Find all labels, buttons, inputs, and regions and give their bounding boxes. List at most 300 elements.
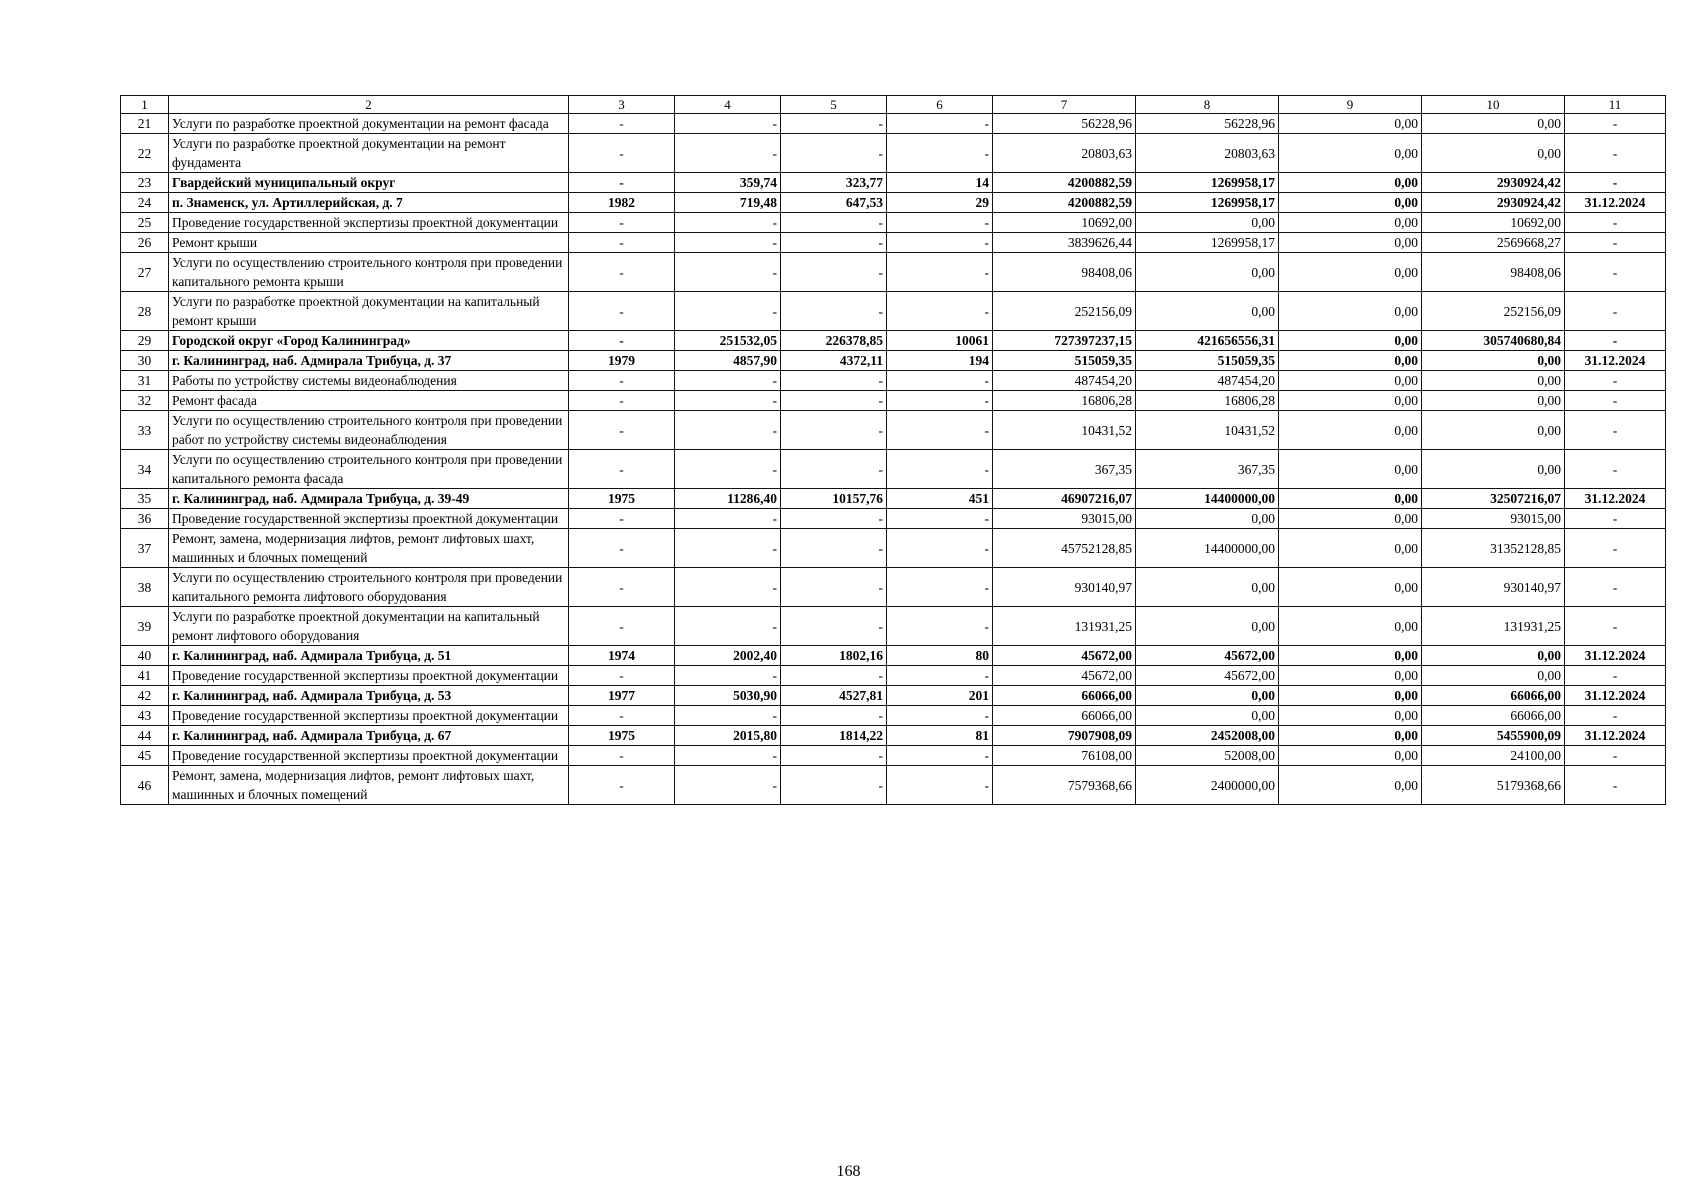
area-living-cell: 4527,81 [781,686,887,706]
row-number: 34 [121,450,169,489]
residents-cell: - [887,706,993,726]
cost-owners-cell: 2930924,42 [1422,173,1565,193]
cost-total-cell: 45672,00 [993,666,1136,686]
area-total-cell: - [675,292,781,331]
cost-fund-cell: 515059,35 [1136,351,1279,371]
area-living-cell: 226378,85 [781,331,887,351]
area-total-cell: - [675,253,781,292]
row-number: 37 [121,529,169,568]
area-total-cell: - [675,213,781,233]
deadline-cell: - [1565,331,1666,351]
deadline-cell: - [1565,213,1666,233]
table-row [121,371,1666,391]
deadline-cell: - [1565,114,1666,134]
cost-total-cell: 7907908,09 [993,726,1136,746]
year-cell: - [569,292,675,331]
cost-budget-cell: 0,00 [1279,489,1422,509]
cost-fund-cell: 0,00 [1136,568,1279,607]
row-number: 30 [121,351,169,371]
residents-cell: - [887,766,993,805]
year-cell: 1975 [569,726,675,746]
column-header: 6 [887,96,993,114]
cost-budget-cell: 0,00 [1279,726,1422,746]
year-cell: 1975 [569,489,675,509]
cost-total-cell: 98408,06 [993,253,1136,292]
cost-fund-cell: 0,00 [1136,213,1279,233]
cost-fund-cell: 0,00 [1136,607,1279,646]
area-living-cell: - [781,134,887,173]
cost-fund-cell: 45672,00 [1136,646,1279,666]
row-number: 27 [121,253,169,292]
cost-budget-cell: 0,00 [1279,193,1422,213]
row-number: 21 [121,114,169,134]
cost-fund-cell: 20803,63 [1136,134,1279,173]
cost-owners-cell: 5455900,09 [1422,726,1565,746]
item-name: г. Калининград, наб. Адмирала Трибуца, д. 51 [169,646,569,666]
deadline-cell: - [1565,411,1666,450]
cost-owners-cell: 0,00 [1422,351,1565,371]
cost-budget-cell: 0,00 [1279,213,1422,233]
deadline-cell: - [1565,706,1666,726]
cost-budget-cell: 0,00 [1279,646,1422,666]
repair-program-table [120,95,1666,805]
cost-budget-cell: 0,00 [1279,233,1422,253]
cost-total-cell: 66066,00 [993,706,1136,726]
item-name: г. Калининград, наб. Адмирала Трибуца, д. 53 [169,686,569,706]
cost-total-cell: 7579368,66 [993,766,1136,805]
area-living-cell: - [781,391,887,411]
deadline-cell: - [1565,746,1666,766]
cost-owners-cell: 31352128,85 [1422,529,1565,568]
table-row [121,114,1666,134]
cost-total-cell: 930140,97 [993,568,1136,607]
cost-owners-cell: 252156,09 [1422,292,1565,331]
item-name: г. Калининград, наб. Адмирала Трибуца, д. 67 [169,726,569,746]
area-living-cell: - [781,529,887,568]
area-total-cell: 4857,90 [675,351,781,371]
table-row [121,746,1666,766]
cost-total-cell: 3839626,44 [993,233,1136,253]
area-living-cell: - [781,411,887,450]
cost-fund-cell: 16806,28 [1136,391,1279,411]
cost-fund-cell: 1269958,17 [1136,233,1279,253]
table-row [121,568,1666,607]
cost-budget-cell: 0,00 [1279,114,1422,134]
residents-cell: 10061 [887,331,993,351]
table-row [121,489,1666,509]
item-name: Услуги по разработке проектной документации на капитальный ремонт лифтового оборудования [169,607,569,646]
cost-total-cell: 4200882,59 [993,173,1136,193]
column-header: 11 [1565,96,1666,114]
table-row [121,173,1666,193]
table-row [121,213,1666,233]
cost-fund-cell: 0,00 [1136,253,1279,292]
cost-owners-cell: 2930924,42 [1422,193,1565,213]
cost-total-cell: 46907216,07 [993,489,1136,509]
area-total-cell: 2002,40 [675,646,781,666]
cost-budget-cell: 0,00 [1279,331,1422,351]
deadline-cell: 31.12.2024 [1565,351,1666,371]
year-cell: - [569,233,675,253]
residents-cell: 29 [887,193,993,213]
table-row [121,529,1666,568]
area-total-cell: 359,74 [675,173,781,193]
row-number: 46 [121,766,169,805]
area-total-cell: - [675,114,781,134]
cost-owners-cell: 930140,97 [1422,568,1565,607]
area-total-cell: - [675,766,781,805]
area-living-cell: 647,53 [781,193,887,213]
table-row [121,134,1666,173]
area-total-cell: - [675,371,781,391]
column-header: 4 [675,96,781,114]
year-cell: - [569,173,675,193]
deadline-cell: 31.12.2024 [1565,489,1666,509]
item-name: Услуги по разработке проектной документации на ремонт фасада [169,114,569,134]
year-cell: - [569,411,675,450]
cost-total-cell: 4200882,59 [993,193,1136,213]
cost-budget-cell: 0,00 [1279,568,1422,607]
cost-owners-cell: 0,00 [1422,134,1565,173]
row-number: 26 [121,233,169,253]
area-total-cell: - [675,529,781,568]
area-living-cell: - [781,233,887,253]
cost-total-cell: 252156,09 [993,292,1136,331]
table-row [121,666,1666,686]
row-number: 43 [121,706,169,726]
cost-total-cell: 10692,00 [993,213,1136,233]
row-number: 44 [121,726,169,746]
column-header: 8 [1136,96,1279,114]
residents-cell: - [887,233,993,253]
area-living-cell: - [781,706,887,726]
cost-fund-cell: 367,35 [1136,450,1279,489]
residents-cell: - [887,450,993,489]
cost-budget-cell: 0,00 [1279,292,1422,331]
item-name: Услуги по осуществлению строительного контроля при проведении капитального ремонта лифтового оборудования [169,568,569,607]
cost-owners-cell: 0,00 [1422,411,1565,450]
deadline-cell: - [1565,450,1666,489]
area-total-cell: - [675,450,781,489]
area-total-cell: 5030,90 [675,686,781,706]
area-living-cell: 1814,22 [781,726,887,746]
area-total-cell: - [675,391,781,411]
year-cell: - [569,391,675,411]
deadline-cell: - [1565,607,1666,646]
row-number: 29 [121,331,169,351]
residents-cell: 201 [887,686,993,706]
table-row [121,706,1666,726]
area-living-cell: - [781,292,887,331]
residents-cell: - [887,411,993,450]
cost-fund-cell: 1269958,17 [1136,173,1279,193]
table-row [121,233,1666,253]
table-row [121,411,1666,450]
cost-owners-cell: 0,00 [1422,391,1565,411]
cost-owners-cell: 93015,00 [1422,509,1565,529]
row-number: 31 [121,371,169,391]
area-living-cell: - [781,253,887,292]
table-row [121,607,1666,646]
area-total-cell: 11286,40 [675,489,781,509]
cost-budget-cell: 0,00 [1279,766,1422,805]
area-living-cell: 323,77 [781,173,887,193]
document-sheet [120,95,1665,805]
deadline-cell: - [1565,292,1666,331]
column-header: 5 [781,96,887,114]
deadline-cell: - [1565,173,1666,193]
item-name: Ремонт, замена, модернизация лифтов, ремонт лифтовых шахт, машинных и блочных помещений [169,529,569,568]
table-row [121,686,1666,706]
residents-cell: - [887,607,993,646]
cost-total-cell: 45752128,85 [993,529,1136,568]
year-cell: - [569,666,675,686]
deadline-cell: 31.12.2024 [1565,686,1666,706]
cost-budget-cell: 0,00 [1279,351,1422,371]
row-number: 25 [121,213,169,233]
residents-cell: - [887,529,993,568]
residents-cell: - [887,509,993,529]
cost-fund-cell: 56228,96 [1136,114,1279,134]
column-number-row [121,96,1666,114]
area-total-cell: - [675,233,781,253]
cost-fund-cell: 2452008,00 [1136,726,1279,746]
residents-cell: - [887,371,993,391]
row-number: 33 [121,411,169,450]
cost-total-cell: 131931,25 [993,607,1136,646]
table-body [121,96,1666,805]
area-total-cell: - [675,706,781,726]
year-cell: - [569,114,675,134]
page-number: 168 [836,1163,861,1180]
cost-owners-cell: 0,00 [1422,371,1565,391]
deadline-cell: - [1565,666,1666,686]
item-name: п. Знаменск, ул. Артиллерийская, д. 7 [169,193,569,213]
column-header: 3 [569,96,675,114]
area-total-cell: - [675,607,781,646]
cost-budget-cell: 0,00 [1279,686,1422,706]
table-row [121,253,1666,292]
residents-cell: - [887,134,993,173]
area-living-cell: - [781,666,887,686]
cost-budget-cell: 0,00 [1279,529,1422,568]
cost-fund-cell: 0,00 [1136,706,1279,726]
cost-budget-cell: 0,00 [1279,746,1422,766]
deadline-cell: - [1565,233,1666,253]
cost-budget-cell: 0,00 [1279,253,1422,292]
year-cell: - [569,706,675,726]
year-cell: 1979 [569,351,675,371]
item-name: Городской округ «Город Калининград» [169,331,569,351]
area-living-cell: - [781,746,887,766]
residents-cell: - [887,253,993,292]
cost-owners-cell: 66066,00 [1422,706,1565,726]
item-name: Ремонт, замена, модернизация лифтов, ремонт лифтовых шахт, машинных и блочных помещений [169,766,569,805]
cost-budget-cell: 0,00 [1279,391,1422,411]
area-living-cell: - [781,509,887,529]
year-cell: - [569,134,675,173]
residents-cell: - [887,114,993,134]
cost-total-cell: 20803,63 [993,134,1136,173]
row-number: 39 [121,607,169,646]
item-name: г. Калининград, наб. Адмирала Трибуца, д. 37 [169,351,569,371]
area-living-cell: - [781,766,887,805]
row-number: 22 [121,134,169,173]
residents-cell: - [887,746,993,766]
row-number: 38 [121,568,169,607]
cost-owners-cell: 66066,00 [1422,686,1565,706]
area-living-cell: 4372,11 [781,351,887,371]
item-name: Услуги по осуществлению строительного контроля при проведении капитального ремонта фасада [169,450,569,489]
table-row [121,646,1666,666]
deadline-cell: - [1565,509,1666,529]
deadline-cell: - [1565,766,1666,805]
item-name: Услуги по осуществлению строительного контроля при проведении капитального ремонта крыши [169,253,569,292]
column-header: 9 [1279,96,1422,114]
item-name: Работы по устройству системы видеонаблюдения [169,371,569,391]
residents-cell: 80 [887,646,993,666]
cost-total-cell: 10431,52 [993,411,1136,450]
table-row [121,450,1666,489]
year-cell: - [569,509,675,529]
year-cell: - [569,529,675,568]
item-name: Проведение государственной экспертизы проектной документации [169,746,569,766]
cost-total-cell: 66066,00 [993,686,1136,706]
residents-cell: 14 [887,173,993,193]
cost-budget-cell: 0,00 [1279,666,1422,686]
deadline-cell: - [1565,529,1666,568]
area-total-cell: - [675,411,781,450]
cost-owners-cell: 131931,25 [1422,607,1565,646]
area-living-cell: - [781,114,887,134]
cost-fund-cell: 45672,00 [1136,666,1279,686]
table-row [121,351,1666,371]
area-living-cell: - [781,607,887,646]
item-name: Услуги по разработке проектной документации на капитальный ремонт крыши [169,292,569,331]
cost-budget-cell: 0,00 [1279,173,1422,193]
cost-total-cell: 515059,35 [993,351,1136,371]
area-total-cell: - [675,134,781,173]
year-cell: - [569,331,675,351]
residents-cell: - [887,666,993,686]
cost-fund-cell: 52008,00 [1136,746,1279,766]
year-cell: - [569,450,675,489]
cost-fund-cell: 0,00 [1136,292,1279,331]
residents-cell: - [887,292,993,331]
cost-owners-cell: 0,00 [1422,646,1565,666]
row-number: 40 [121,646,169,666]
row-number: 23 [121,173,169,193]
cost-fund-cell: 2400000,00 [1136,766,1279,805]
cost-fund-cell: 487454,20 [1136,371,1279,391]
year-cell: - [569,746,675,766]
cost-fund-cell: 0,00 [1136,686,1279,706]
cost-budget-cell: 0,00 [1279,450,1422,489]
cost-budget-cell: 0,00 [1279,134,1422,173]
deadline-cell: - [1565,134,1666,173]
item-name: Услуги по осуществлению строительного контроля при проведении работ по устройству системы видеонаблюдения [169,411,569,450]
column-header: 2 [169,96,569,114]
cost-owners-cell: 98408,06 [1422,253,1565,292]
cost-fund-cell: 10431,52 [1136,411,1279,450]
cost-budget-cell: 0,00 [1279,509,1422,529]
column-header: 7 [993,96,1136,114]
row-number: 35 [121,489,169,509]
year-cell: 1982 [569,193,675,213]
row-number: 32 [121,391,169,411]
cost-fund-cell: 0,00 [1136,509,1279,529]
item-name: Ремонт фасада [169,391,569,411]
cost-owners-cell: 0,00 [1422,450,1565,489]
cost-owners-cell: 0,00 [1422,114,1565,134]
residents-cell: - [887,213,993,233]
area-living-cell: - [781,568,887,607]
item-name: г. Калининград, наб. Адмирала Трибуца, д. 39-49 [169,489,569,509]
deadline-cell: 31.12.2024 [1565,726,1666,746]
residents-cell: - [887,568,993,607]
cost-owners-cell: 32507216,07 [1422,489,1565,509]
area-total-cell: - [675,746,781,766]
cost-fund-cell: 14400000,00 [1136,529,1279,568]
year-cell: - [569,213,675,233]
cost-total-cell: 487454,20 [993,371,1136,391]
area-total-cell: 2015,80 [675,726,781,746]
residents-cell: 194 [887,351,993,371]
area-total-cell: 719,48 [675,193,781,213]
row-number: 36 [121,509,169,529]
deadline-cell: 31.12.2024 [1565,193,1666,213]
table-row [121,292,1666,331]
deadline-cell: - [1565,568,1666,607]
cost-total-cell: 45672,00 [993,646,1136,666]
item-name: Проведение государственной экспертизы проектной документации [169,666,569,686]
cost-owners-cell: 5179368,66 [1422,766,1565,805]
deadline-cell: 31.12.2024 [1565,646,1666,666]
cost-fund-cell: 421656556,31 [1136,331,1279,351]
row-number: 24 [121,193,169,213]
area-living-cell: 10157,76 [781,489,887,509]
year-cell: 1977 [569,686,675,706]
cost-total-cell: 16806,28 [993,391,1136,411]
area-living-cell: - [781,213,887,233]
column-header: 1 [121,96,169,114]
item-name: Проведение государственной экспертизы проектной документации [169,706,569,726]
cost-total-cell: 367,35 [993,450,1136,489]
cost-owners-cell: 305740680,84 [1422,331,1565,351]
area-living-cell: 1802,16 [781,646,887,666]
area-total-cell: 251532,05 [675,331,781,351]
column-header: 10 [1422,96,1565,114]
table-row [121,509,1666,529]
deadline-cell: - [1565,371,1666,391]
deadline-cell: - [1565,391,1666,411]
item-name: Проведение государственной экспертизы проектной документации [169,509,569,529]
cost-budget-cell: 0,00 [1279,411,1422,450]
cost-budget-cell: 0,00 [1279,371,1422,391]
table-row [121,193,1666,213]
table-row [121,331,1666,351]
table-row [121,766,1666,805]
year-cell: 1974 [569,646,675,666]
area-total-cell: - [675,509,781,529]
item-name: Проведение государственной экспертизы проектной документации [169,213,569,233]
cost-owners-cell: 24100,00 [1422,746,1565,766]
cost-budget-cell: 0,00 [1279,607,1422,646]
residents-cell: 451 [887,489,993,509]
year-cell: - [569,568,675,607]
row-number: 45 [121,746,169,766]
year-cell: - [569,607,675,646]
